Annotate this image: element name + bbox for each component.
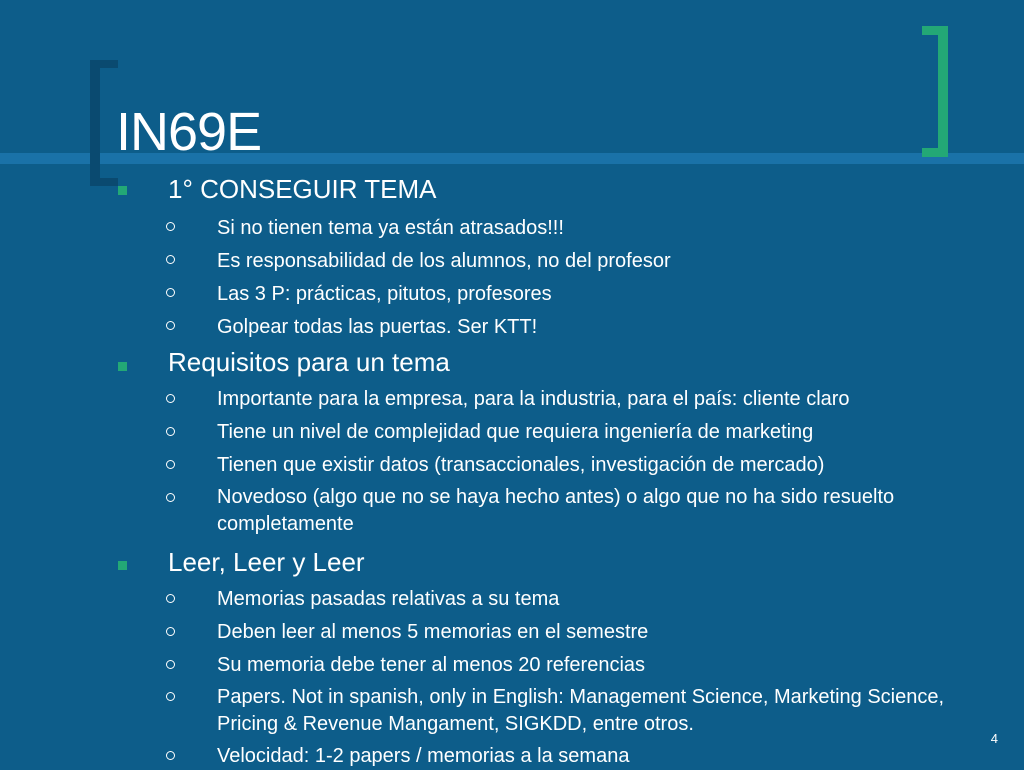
circle-bullet-icon <box>166 594 175 603</box>
circle-bullet-icon <box>166 394 175 403</box>
slide-title: IN69E <box>116 102 262 162</box>
list-item: Tiene un nivel de complejidad que requiera ingeniería de marketing <box>217 421 814 443</box>
list-item: Su memoria debe tener al menos 20 referencias <box>217 654 646 676</box>
list-item: Papers. Not in spanish, only in English: Management Science, Marketing Science, Pricing & Revenue Mangament, SIGKDD, entre otros. <box>217 686 945 735</box>
list-item: Deben leer al menos 5 memorias en el semestre <box>217 621 649 643</box>
list-item: Velocidad: 1-2 papers / memorias a la semana <box>217 745 630 767</box>
square-bullet-icon <box>118 561 127 570</box>
circle-bullet-icon <box>166 460 175 469</box>
list-item: Importante para la empresa, para la industria, para el país: cliente claro <box>217 388 850 410</box>
circle-bullet-icon <box>166 222 175 231</box>
circle-bullet-icon <box>166 321 175 330</box>
circle-bullet-icon <box>166 255 175 264</box>
list-item: Memorias pasadas relativas a su tema <box>217 588 560 610</box>
section-heading: Leer, Leer y Leer <box>168 547 365 577</box>
circle-bullet-icon <box>166 493 175 502</box>
circle-bullet-icon <box>166 427 175 436</box>
section-heading: Requisitos para un tema <box>168 347 450 377</box>
list-item: Novedoso (algo que no se haya hecho antes) o algo que no ha sido resuelto completamente <box>217 486 895 535</box>
list-item: Es responsabilidad de los alumnos, no del profesor <box>217 250 671 272</box>
list-item: Si no tienen tema ya están atrasados!!! <box>217 217 564 239</box>
circle-bullet-icon <box>166 692 175 701</box>
square-bullet-icon <box>118 362 127 371</box>
list-item: Las 3 P: prácticas, pitutos, profesores <box>217 283 552 305</box>
list-item: Golpear todas las puertas. Ser KTT! <box>217 316 538 338</box>
list-item: Tienen que existir datos (transaccionales, investigación de mercado) <box>217 454 825 476</box>
circle-bullet-icon <box>166 751 175 760</box>
page-number: 4 <box>990 731 998 746</box>
circle-bullet-icon <box>166 288 175 297</box>
section-heading: 1° CONSEGUIR TEMA <box>168 174 437 204</box>
circle-bullet-icon <box>166 627 175 636</box>
square-bullet-icon <box>118 186 127 195</box>
circle-bullet-icon <box>166 660 175 669</box>
